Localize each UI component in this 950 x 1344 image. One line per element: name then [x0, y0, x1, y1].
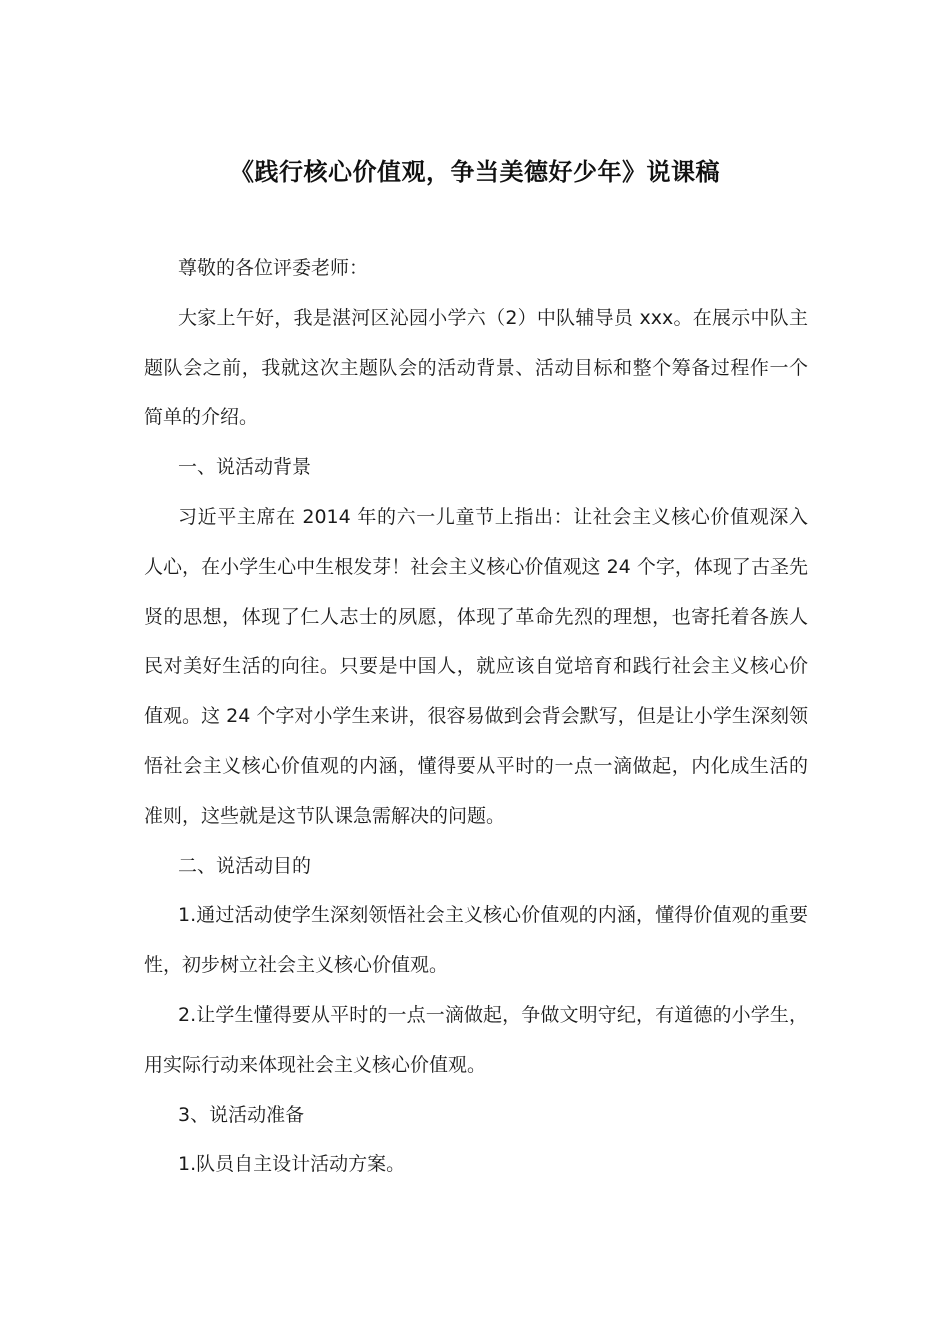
document-title: 《践行核心价值观，争当美德好少年》说课稿 [230, 158, 720, 186]
paragraph-purpose-1: 1.通过活动使学生深刻领悟社会主义核心价值观的内涵，懂得价值观的重要性，初步树立社会主义核心价值观。 [144, 904, 808, 977]
section-heading-background: 一、说活动背景 [178, 456, 312, 479]
document-body [144, 244, 808, 1190]
paragraph-purpose-2: 2.让学生懂得要从平时的一点一滴做起，争做文明守纪，有道德的小学生，用实际行动来体现社会主义核心价值观。 [144, 1003, 808, 1076]
paragraph-salutation: 尊敬的各位评委老师： [178, 257, 369, 279]
paragraph-background: 习近平主席在 2014 年的六一儿童节上指出：让社会主义核心价值观深入人心，在小学生心中生根发芽！社会主义核心价值观这 24 个字，体现了古圣先贤的思想，体现了仁人志士的夙愿，体现了革命先烈的理想，也寄托着各族人民对美好生活的向往。只要是中国人，就应该自觉培育和践行社会主义核心价值观。这 24 个字对小学生来讲，很容易做到会背会默写，但是让小学生深刻领悟社会主义核心价值观的内涵，懂得要从平时的一点一滴做起，内化成生活的准则，这些就是这节队课急需解决的问题。 [144, 505, 808, 827]
section-heading-purpose: 二、说活动目的 [178, 854, 312, 877]
section-heading-preparation: 3、说活动准备 [178, 1103, 305, 1126]
paragraph-preparation-1: 1.队员自主设计活动方案。 [178, 1153, 406, 1176]
paragraph-introduction: 大家上午好，我是湛河区沁园小学六（2）中队辅导员 xxx。在展示中队主题队会之前，我就这次主题队会的活动背景、活动目标和整个筹备过程作一个简单的介绍。 [144, 306, 808, 429]
